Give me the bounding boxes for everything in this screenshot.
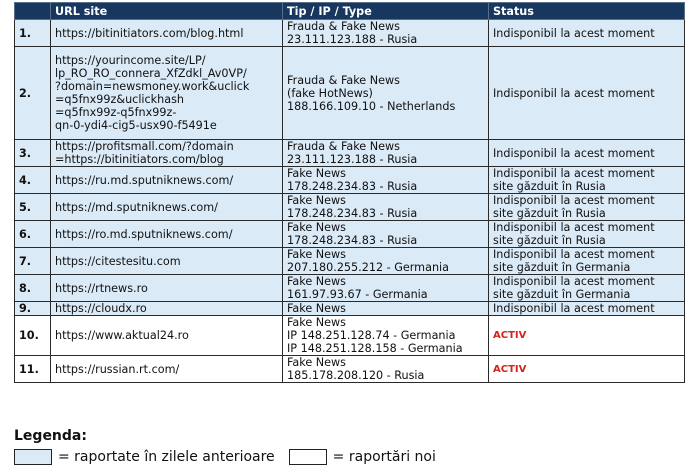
- row-url: https://ro.md.sputniknews.com/: [51, 221, 283, 248]
- row-url: https://www.aktual24.ro: [51, 316, 283, 356]
- row-url: https://russian.rt.com/: [51, 356, 283, 383]
- row-status: Indisponibil la acest moment site găzduit în Germania: [489, 248, 685, 275]
- row-number: 11.: [15, 356, 51, 383]
- row-status: Indisponibil la acest moment site găzduit în Germania: [489, 275, 685, 302]
- row-type-ip: Fake News 178.248.234.83 - Rusia: [283, 167, 489, 194]
- header-status: Status: [489, 3, 685, 20]
- row-url: https://bitinitiators.com/blog.html: [51, 20, 283, 47]
- header-num: [15, 3, 51, 20]
- row-status: Indisponibil la acest moment: [489, 20, 685, 47]
- row-status: Indisponibil la acest moment site găzduit în Rusia: [489, 194, 685, 221]
- row-type-ip: Fake News: [283, 302, 489, 316]
- row-type-ip: Frauda & Fake News 23.111.123.188 - Rusia: [283, 140, 489, 167]
- row-number: 10.: [15, 316, 51, 356]
- row-url: https://ru.md.sputniknews.com/: [51, 167, 283, 194]
- row-number: 5.: [15, 194, 51, 221]
- table-row: [15, 302, 685, 316]
- row-status: Indisponibil la acest moment: [489, 140, 685, 167]
- row-url: https://citestesitu.com: [51, 248, 283, 275]
- header-tip: Tip / IP / Type: [283, 3, 489, 20]
- reported-sites-table: [14, 2, 685, 383]
- row-url: https://rtnews.ro: [51, 275, 283, 302]
- legend: [14, 446, 436, 468]
- table-row: [15, 20, 685, 47]
- row-status: Indisponibil la acest moment: [489, 47, 685, 140]
- legend-new-label: = raportări noi: [332, 449, 436, 465]
- row-type-ip: Frauda & Fake News (fake HotNews) 188.166.109.10 - Netherlands: [283, 47, 489, 140]
- row-number: 3.: [15, 140, 51, 167]
- table-row: [15, 221, 685, 248]
- row-url: https://profitsmall.com/?domain =https://bitinitiators.com/blog: [51, 140, 283, 167]
- table-row: [15, 316, 685, 356]
- header-url: URL site: [51, 3, 283, 20]
- row-number: 6.: [15, 221, 51, 248]
- table-row: [15, 275, 685, 302]
- legend-title: Legenda:: [14, 428, 87, 444]
- table-body: [15, 20, 685, 383]
- table-header-row: [15, 3, 685, 20]
- row-url: https://cloudx.ro: [51, 302, 283, 316]
- table-row: [15, 47, 685, 140]
- row-number: 1.: [15, 20, 51, 47]
- table-row: [15, 248, 685, 275]
- row-number: 7.: [15, 248, 51, 275]
- row-type-ip: Fake News 185.178.208.120 - Rusia: [283, 356, 489, 383]
- row-number: 9.: [15, 302, 51, 316]
- row-type-ip: Fake News 178.248.234.83 - Rusia: [283, 194, 489, 221]
- legend-swatch-new: [289, 449, 327, 465]
- row-type-ip: Fake News 161.97.93.67 - Germania: [283, 275, 489, 302]
- table-row: [15, 356, 685, 383]
- row-url: https://md.sputniknews.com/: [51, 194, 283, 221]
- row-status: ACTIV: [489, 356, 685, 383]
- legend-swatch-reported: [14, 449, 52, 465]
- row-status: ACTIV: [489, 316, 685, 356]
- row-status: Indisponibil la acest moment: [489, 302, 685, 316]
- row-number: 8.: [15, 275, 51, 302]
- row-type-ip: Fake News IP 148.251.128.74 - Germania IP 148.251.128.158 - Germania: [283, 316, 489, 356]
- row-type-ip: Frauda & Fake News 23.111.123.188 - Rusia: [283, 20, 489, 47]
- legend-reported-label: = raportate în zilele anterioare: [58, 449, 275, 465]
- row-number: 4.: [15, 167, 51, 194]
- row-type-ip: Fake News 207.180.255.212 - Germania: [283, 248, 489, 275]
- row-status: Indisponibil la acest moment site găzduit în Rusia: [489, 221, 685, 248]
- table-row: [15, 167, 685, 194]
- table-row: [15, 140, 685, 167]
- row-type-ip: Fake News 178.248.234.83 - Rusia: [283, 221, 489, 248]
- row-number: 2.: [15, 47, 51, 140]
- row-url: https://yourincome.site/LP/ lp_RO_RO_connera_XfZdkl_Av0VP/ ?domain=newsmoney.work&uclick =q5fnx99z&uclickhash =q5fnx99z-q5fnx99z- qn-0-ydi4-cig5-usx90-f5491e: [51, 47, 283, 140]
- row-status: Indisponibil la acest moment site găzduit în Rusia: [489, 167, 685, 194]
- table-row: [15, 194, 685, 221]
